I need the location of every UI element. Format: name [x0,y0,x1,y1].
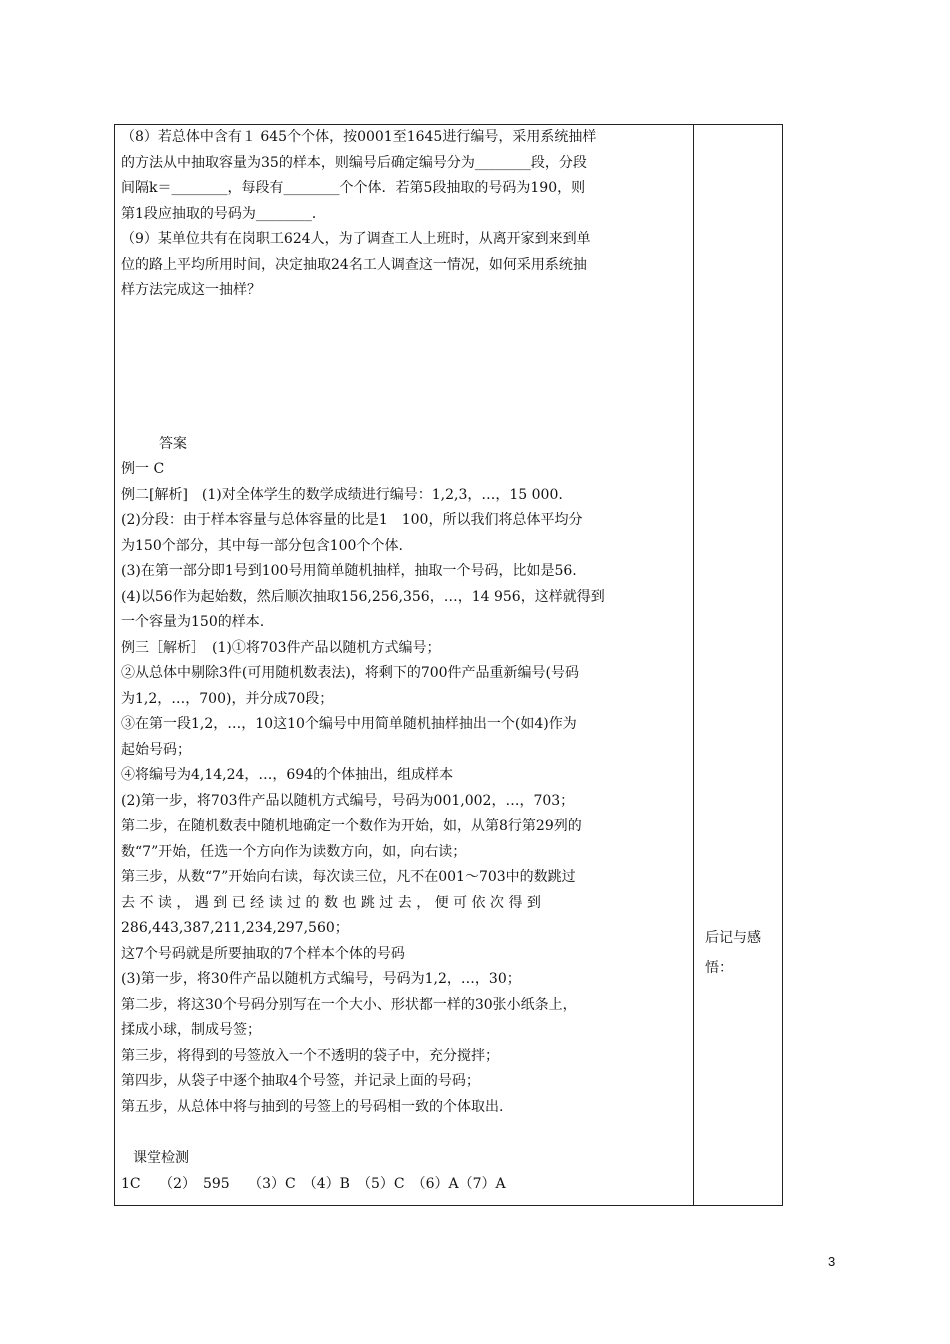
check-answers: 1C （2） 595 （3）C （4）B （5）C （6）A（7）A [121,1175,506,1192]
answer-line: 第四步，从袋子中逐个抽取4个号签，并记录上面的号码； [121,1073,480,1089]
answer-line: 这7个号码就是所要抽取的7个样本个体的号码 [121,945,405,962]
answer-line: 起始号码； [121,741,191,758]
column-divider [693,125,694,1205]
question-8-line: 间隔k＝________，每段有________个个体．若第5段抽取的号码为190，则 [121,180,586,196]
question-9-line: 样方法完成这一抽样？ [121,282,261,298]
answer-line: 第三步，将得到的号签放入一个不透明的袋子中，充分搅拌； [121,1047,499,1064]
answer-line: 数“7”开始，任选一个方向作为读数方向，如，向右读； [121,843,467,860]
side-note-cell [705,923,785,983]
answer-line: (3)第一步，将30件产品以随机方式编号，号码为1,2，…，30； [121,971,521,987]
answer-line: ②从总体中剔除3件(可用随机数表法)，将剩下的700件产品重新编号(号码 [121,665,580,681]
answer-line: (4)以56作为起始数，然后顺次抽取156,256,356，…，14 956，这样就得到 [121,588,605,605]
answer-line: 第五步，从总体中将与抽到的号签上的号码相一致的个体取出. [121,1098,504,1115]
answer-line: 例三［解析］ (1)①将703件产品以随机方式编号； [121,639,441,656]
section-gap [121,1120,689,1146]
answer-line: (3)在第一部分即1号到100号用简单随机抽样，抽取一个号码，比如是56. [121,563,577,579]
answer-line: ④将编号为4,14,24，…，694的个体抽出，组成样本 [121,767,454,783]
question-8-line: （8）若总体中含有１ 645个个体，按0001至1645进行编号，采用系统抽样 [121,129,597,145]
answers-heading: 答案 [159,435,187,452]
question-9-line: （9）某单位共有在岗职工624人，为了调查工人上班时，从离开家到来到单 [121,231,591,247]
answer-line: 第二步，将这30个号码分别写在一个大小、形状都一样的30张小纸条上， [121,996,577,1013]
question-8-line: 的方法从中抽取容量为35的样本，则编号后确定编号分为________段，分段 [121,154,587,171]
side-note-line: 悟： [705,960,733,976]
answer-line: (2)分段：由于样本容量与总体容量的比是1 100，所以我们将总体平均分 [121,512,583,528]
answer-line: 揉成小球，制成号签； [121,1022,261,1038]
question-9-line: 位的路上平均所用时间，决定抽取24名工人调查这一情况，如何采用系统抽 [121,256,587,273]
answer-space [121,304,689,432]
answer-line: 一个容量为150的样本. [121,614,265,630]
answer-line: 为1,2，…，700)，并分成70段； [121,690,334,707]
page-number: 3 [828,1254,836,1269]
answer-line: (2)第一步，将703件产品以随机方式编号，号码为001,002，…，703； [121,792,575,809]
check-heading: 课堂检测 [133,1150,189,1166]
main-content-cell [121,125,689,1197]
answer-line: 286,443,387,211,234,297,560； [121,920,349,936]
side-note-line: 后记与感 [705,930,761,946]
answer-line: 为150个部分，其中每一部分包含100个个体. [121,537,403,554]
question-8-line: 第1段应抽取的号码为________． [121,205,326,222]
answer-line: 例一 C [121,461,165,477]
answer-line: 例二[解析] (1)对全体学生的数学成绩进行编号：1,2,3，…，15 000. [121,486,563,503]
answer-line: 第二步，在随机数表中随机地确定一个数作为开始，如，从第8行第29列的 [121,818,582,834]
answer-line: 第三步，从数“7”开始向右读，每次读三位，凡不在001～703中的数跳过 [121,869,576,885]
answer-line: 去 不 读 ， 遇 到 已 经 读 过 的 数 也 跳 过 去 ， 便 可 依 次 得 到 [121,894,541,911]
answer-line: ③在第一段1,2，…，10这10个编号中用简单随机抽样抽出一个(如4)作为 [121,716,577,732]
lesson-table [114,124,783,1206]
